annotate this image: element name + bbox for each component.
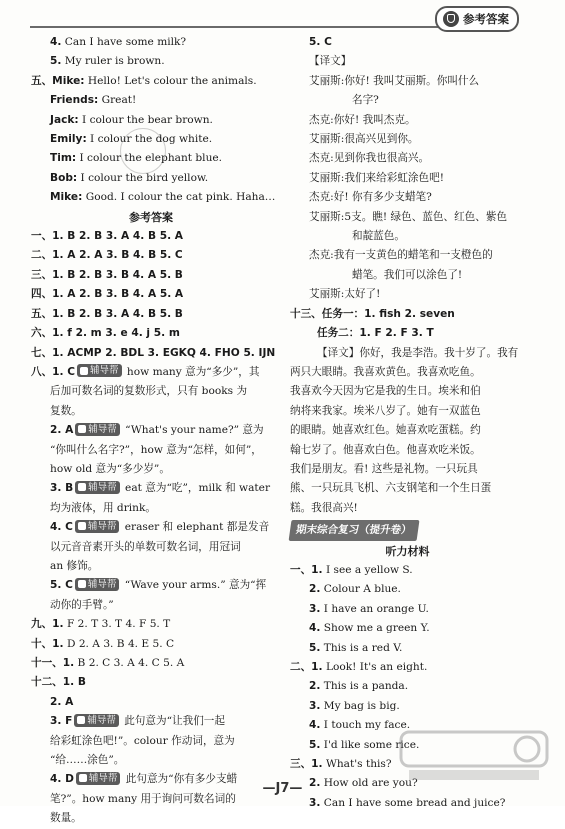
answer-block (31, 227, 276, 363)
translation-paragraph (290, 344, 525, 519)
page-number: —J7— (262, 781, 303, 796)
paragraph-line: 熊、一只玩具飞机、六支钢笔和一个生日蛋 (290, 482, 492, 495)
answer-text: A 2. A 3. B 4. B 5. C (63, 249, 183, 262)
translation-line (290, 188, 525, 207)
speaker: Friends: (50, 94, 99, 107)
listening-num: 2. (309, 777, 321, 790)
answer-row-12-1: 十二、1. B (31, 676, 86, 689)
header-tab (435, 6, 519, 32)
helper-icon (78, 425, 86, 433)
listening-num: 3. (309, 602, 321, 615)
line-text: 你好! 我叫杰克。 (333, 113, 416, 126)
answer-num: 六、1. (31, 327, 64, 340)
review-banner-row (290, 520, 525, 541)
left-column (31, 33, 276, 829)
speaker: 艾丽斯: (309, 288, 345, 301)
translation-line (290, 72, 525, 91)
listening-num: 4. (309, 622, 321, 635)
translation-title: 【译文】 (309, 55, 352, 68)
book-icon (443, 11, 459, 27)
helper-icon (78, 483, 86, 491)
item-8-5-line2: 动你的手臂。” (50, 598, 114, 611)
helper-tag: 辅导帮 (77, 364, 122, 377)
listening-num: 二、1. (290, 661, 323, 673)
line-text: Good. I colour the cat pink. Haha… (82, 191, 276, 204)
answer-row (31, 344, 276, 363)
listening-text: I see a yellow S. (322, 563, 413, 576)
line-text: 我有一支黄色的蜡笔和一支橙色的 (333, 249, 493, 262)
item-12-4-line3: 数量。 (50, 812, 82, 825)
item-8-4-line2: 以元音音素开头的单数可数名词，用冠词 (50, 540, 241, 553)
speaker: 杰克: (309, 152, 334, 165)
watermark-logo (399, 728, 549, 784)
listening-text: This is a panda. (320, 680, 409, 693)
answer-text: f 2. m 3. e 4. j 5. m (63, 327, 180, 340)
translation-line (290, 208, 525, 227)
answer-row (31, 266, 271, 285)
listening-text: I touch my face. (320, 719, 411, 732)
dialogue-line (31, 33, 271, 52)
listening-line (290, 794, 525, 813)
listening-num: 2. (309, 680, 321, 693)
listening-line (290, 561, 525, 580)
answer-text: A 2. B 3. B 4. A 5. A (63, 288, 184, 301)
item-8-2-line2: “你叫什么名字?”，how 意为“怎样，如何”， (50, 443, 262, 456)
speaker: Mike: (50, 191, 83, 204)
speaker: 艾丽斯: (309, 74, 345, 87)
answer-row (31, 246, 271, 265)
listening-text: I have an orange U. (320, 602, 429, 615)
line-text: 见到你我也很高兴。 (333, 152, 430, 165)
speaker: Tim: (50, 152, 77, 165)
listening-num: 一、1. (290, 563, 323, 576)
paragraph-line: 两只大眼睛。我喜欢黄色。我喜欢吃鱼。 (290, 365, 481, 378)
translation-line (290, 111, 525, 130)
helper-tag: 辅导帮 (74, 714, 119, 727)
item-12-3-line3: “给……涂色”。 (50, 754, 125, 767)
translation-line (290, 91, 525, 110)
helper-tag: 辅导帮 (75, 578, 120, 591)
listening-text: Colour A blue. (320, 583, 401, 596)
answer-row (31, 305, 271, 324)
item-8-1: 八、1. C 辅导帮 how many 意为“多少”，其 (31, 365, 260, 378)
helper-icon (78, 580, 86, 588)
item-8-3: 3. B 辅导帮 eat 意为“吃”，milk 和 water (50, 481, 271, 495)
listening-num: 4. (309, 719, 321, 732)
item-12-4: 4. D 辅导帮 此句意为“你有多少支蜡 (50, 772, 238, 786)
answer-num: 二、1. (31, 249, 64, 262)
listening-text: I'd like some rice. (320, 738, 420, 751)
speaker: Emily: (50, 133, 87, 146)
speaker: 杰克: (309, 113, 334, 126)
answer-row (31, 285, 271, 304)
paragraph-line: 糕。我很高兴! (290, 501, 358, 514)
answer-row-11: 十一、1. B 2. C 3. A 4. C 5. A (31, 657, 185, 669)
helper-tag: 辅导帮 (75, 520, 120, 533)
answer-num: 四、1. (31, 288, 64, 301)
line-text: I colour the bird yellow. (77, 171, 209, 184)
answer-num: 一、1. (31, 230, 64, 243)
speaker: Bob: (50, 171, 78, 184)
listening-line (290, 658, 525, 677)
listening-text: Show me a green Y. (320, 622, 430, 635)
section-title: 参考答案 (129, 210, 173, 224)
item-8-4-line3: an 修饰。 (50, 559, 99, 572)
line-text: 和靛蓝色。 (352, 230, 405, 243)
dialogue-block (31, 33, 276, 208)
speaker: 5. (50, 55, 62, 68)
dialogue-line (31, 72, 271, 91)
paragraph-line: 纳将来我家。埃米八岁了。她有一双蓝色 (290, 404, 481, 417)
line-text: 蜡笔。我们可以涂色了! (352, 268, 463, 281)
dialogue-line (31, 130, 271, 149)
answer-num: 三、1. (31, 268, 64, 281)
helper-tag: 辅导帮 (75, 481, 120, 494)
speaker: 杰克: (309, 249, 334, 262)
speaker: 艾丽斯: (309, 210, 345, 223)
item-8-2-line3: how old 意为“多少岁”。 (50, 462, 170, 475)
header-tab-label: 参考答案 (463, 12, 509, 26)
translation-line (290, 149, 525, 168)
paragraph-line: 我喜欢今天因为它是我的生日。埃米和伯 (290, 385, 481, 398)
helper-tag: 辅导帮 (76, 772, 121, 785)
answer-row (31, 227, 271, 246)
listening-num: 2. (309, 583, 321, 596)
answer-num: 五、1. (31, 307, 64, 320)
speaker: Jack: (50, 113, 79, 126)
answer-text: B 2. B 3. A 4. B 5. B (63, 307, 183, 320)
listening-text: What's this? (322, 758, 392, 771)
line-text: 太好了! (344, 288, 381, 301)
listening-num: 5. (309, 738, 321, 751)
answer-text: ACMP 2. BDL 3. EGKQ 4. FHO 5. IJN (63, 346, 276, 359)
listening-num: 3. (309, 699, 321, 712)
listening-line (290, 619, 525, 638)
translation-line (290, 227, 525, 246)
line-text: 5支。瞧! 绿色、蓝色、红色、紫色 (344, 210, 508, 223)
translation-line (290, 169, 525, 188)
line-text: Can I have some milk? (61, 36, 187, 48)
line-text: Great! (98, 94, 137, 107)
listening-num: 5. (309, 641, 321, 654)
line-text: 很高兴见到你。 (344, 133, 419, 146)
paragraph-line: 【译文】你好，我是李浩。我十岁了。我有 (317, 346, 519, 359)
answer-text: B 2. B 3. A 4. B 5. A (63, 230, 183, 243)
answer-row-9: 九、1. F 2. T 3. T 4. F 5. T (31, 618, 171, 631)
item-12-3-line2: 给彩虹涂色吧!”。colour 作动词，意为 (50, 734, 235, 747)
dialogue-line (31, 169, 271, 188)
helper-icon (77, 716, 85, 724)
item-8-4: 4. C 辅导帮 eraser 和 elephant 都是发音 (50, 520, 270, 534)
listening-line (290, 677, 525, 696)
item-12-4-line2: 笔?”。how many 用于询问可数名词的 (50, 792, 236, 805)
translation-line (290, 285, 525, 304)
speaker: 4. (50, 36, 62, 48)
item-12-3: 3. F 辅导帮 此句意为“让我们一起 (50, 714, 225, 728)
paragraph-line: 我们是朋友。看! 这些是礼物。一只玩具 (290, 462, 478, 475)
speaker: 艾丽斯: (309, 133, 345, 146)
answer-row-10: 十、1. D 2. A 3. B 4. E 5. C (31, 637, 175, 650)
line-text: 名字? (352, 94, 379, 107)
answer-row-12-2: 2. A (50, 695, 74, 708)
paragraph-line: 的眼睛。她喜欢红色。她喜欢吃蛋糕。约 (290, 424, 481, 437)
listening-num: 三、1. (290, 758, 323, 771)
listening-text: This is a red V. (320, 641, 403, 654)
item-8-1-line3: 复数。 (50, 404, 82, 417)
line-text: Hello! Let's colour the animals. (84, 74, 257, 87)
dialogue-line (31, 52, 271, 71)
listening-text: Can I have some bread and juice? (320, 796, 506, 809)
translation-line (290, 266, 525, 285)
line-text: 你好! 我叫艾丽斯。你叫什么 (344, 74, 480, 87)
listening-text: Look! It's an eight. (322, 661, 428, 673)
right-column (290, 33, 525, 813)
listening-line (290, 600, 525, 619)
helper-tag: 辅导帮 (75, 423, 120, 436)
dialogue-line (31, 149, 271, 168)
answer-row (31, 324, 271, 343)
speaker: 杰克: (309, 191, 334, 204)
line-text: My ruler is brown. (61, 55, 165, 68)
line-text: 好! 你有多少支蜡笔? (333, 191, 432, 204)
line-text: I colour the dog white. (86, 133, 213, 146)
answer-row-13-task2: 任务二：1. F 2. F 3. T (317, 327, 434, 340)
speaker: 五、Mike: (31, 74, 85, 87)
listening-line (290, 697, 525, 716)
item-8-1-line2: 后加可数名词的复数形式，只有 books 为 (50, 385, 248, 398)
dialogue-line (31, 188, 276, 207)
item-8-2: 2. A 辅导帮 “What's your name?” 意为 (50, 423, 264, 437)
item-8-5: 5. C 辅导帮 “Wave your arms.” 意为“挥 (50, 578, 267, 592)
helper-icon (78, 522, 86, 530)
translation-dialogue (290, 72, 525, 305)
listening-text: How old are you? (320, 777, 418, 790)
line-text: I colour the elephant blue. (76, 152, 223, 165)
listening-num: 3. (309, 796, 321, 809)
line-text: 我们来给彩虹涂色吧! (344, 171, 444, 184)
listening-line (290, 580, 525, 599)
item-8-3-line2: 均为液体，用 drink。 (50, 501, 156, 514)
dialogue-line (31, 111, 271, 130)
paragraph-line: 翰七岁了。他喜欢白色。他喜欢吃米饭。 (290, 443, 481, 456)
listening-title: 听力材料 (385, 544, 430, 558)
listening-text: My bag is big. (320, 699, 400, 712)
dialogue-line (31, 91, 271, 110)
answer-5c: 5. C (309, 36, 332, 48)
review-banner: 期末综合复习（提升卷） (288, 520, 419, 541)
listening-line (290, 639, 525, 658)
speaker: 艾丽斯: (309, 171, 345, 184)
line-text: I colour the bear brown. (78, 113, 213, 126)
translation-line (290, 246, 525, 265)
answer-num: 七、1. (31, 346, 64, 359)
answer-text: B 2. B 3. B 4. A 5. B (63, 268, 183, 281)
answer-row-13-task1: 十三、任务一：1. fish 2. seven (290, 307, 455, 320)
translation-line (290, 130, 525, 149)
helper-icon (80, 367, 88, 375)
